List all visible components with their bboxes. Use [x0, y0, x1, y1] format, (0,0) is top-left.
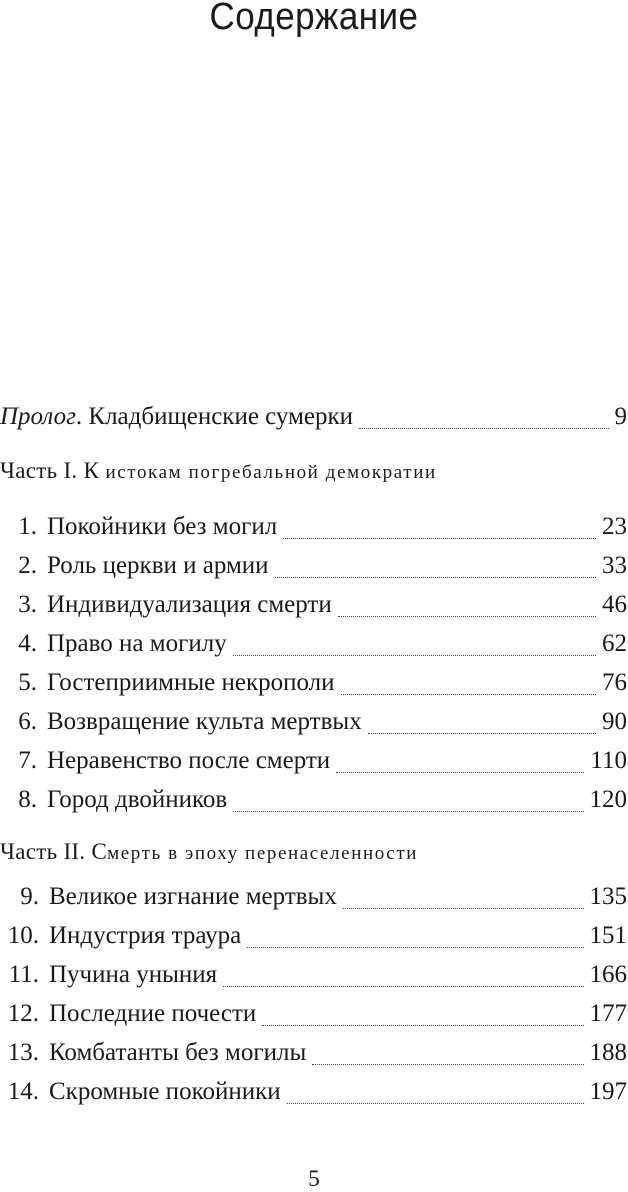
entry-title	[0, 400, 353, 434]
entry-number: 9.	[0, 880, 39, 914]
part-head: Часть II. С	[0, 839, 107, 864]
entry-title: Город двойников	[47, 783, 227, 817]
entry-number: 11.	[0, 958, 39, 992]
entry-title: Право на могилу	[47, 627, 227, 661]
toc-entry-prologue[interactable]	[0, 400, 628, 434]
part-tail: мерть в эпоху перенаселенности	[107, 843, 418, 864]
entry-title: Роль церкви и армии	[47, 549, 269, 583]
entry-title: Пучина уныния	[49, 958, 217, 992]
toc-entry[interactable]	[0, 744, 628, 778]
entry-title: Возвращение культа мертвых	[47, 705, 362, 739]
entry-title: Покойники без могил	[47, 510, 277, 544]
entry-number: 10.	[0, 919, 39, 953]
dot-leader	[312, 1063, 583, 1065]
page-folio: 5	[0, 1166, 628, 1192]
page-number: 23	[602, 510, 628, 544]
dot-leader	[223, 985, 583, 987]
page-number: 33	[602, 549, 628, 583]
dot-leader	[341, 693, 597, 695]
entry-number: 7.	[0, 744, 37, 778]
page-number: 62	[602, 627, 628, 661]
prologue-italic: Пролог	[0, 403, 76, 430]
entry-number: 4.	[0, 627, 37, 661]
entry-number: 1.	[0, 510, 37, 544]
dot-leader	[338, 615, 596, 617]
entry-number: 14.	[0, 1075, 39, 1109]
entry-title: Индивидуализация смерти	[47, 588, 332, 622]
part-heading-1	[0, 455, 628, 489]
page-number: 197	[590, 1075, 628, 1109]
part-heading-2	[0, 836, 628, 870]
toc-entry[interactable]	[0, 666, 628, 700]
entry-number: 3.	[0, 588, 37, 622]
dot-leader	[233, 810, 583, 812]
page-number: 110	[590, 744, 628, 778]
page-number: 120	[590, 783, 628, 817]
entry-title: Индустрия траура	[49, 919, 241, 953]
toc-entry[interactable]	[0, 510, 628, 544]
page-title: Содержание	[25, 0, 603, 39]
dot-leader	[247, 946, 583, 948]
page-number: 188	[590, 1036, 628, 1070]
dot-leader	[336, 771, 584, 773]
part-head: Часть I. К	[0, 458, 99, 483]
dot-leader	[283, 537, 596, 539]
page-number: 151	[590, 919, 628, 953]
entry-title: Скромные покойники	[49, 1075, 281, 1109]
entry-title: Последние почести	[49, 997, 256, 1031]
page-number: 90	[602, 705, 628, 739]
toc-entry[interactable]	[0, 588, 628, 622]
page-number: 9	[615, 400, 628, 434]
entry-number: 6.	[0, 705, 37, 739]
entry-title: Комбатанты без могилы	[49, 1036, 306, 1070]
toc-entry[interactable]	[0, 627, 628, 661]
entry-number: 8.	[0, 783, 37, 817]
dot-leader	[287, 1102, 584, 1104]
page-number: 135	[590, 880, 628, 914]
entry-number: 12.	[0, 997, 39, 1031]
dot-leader	[262, 1024, 583, 1026]
dot-leader	[343, 907, 584, 909]
entry-title: Гостеприимные некрополи	[47, 666, 335, 700]
toc-entry[interactable]	[0, 919, 628, 953]
dot-leader	[275, 576, 596, 578]
toc-entry[interactable]	[0, 958, 628, 992]
dot-leader	[233, 654, 596, 656]
entry-title: Великое изгнание мертвых	[49, 880, 337, 914]
toc-entry[interactable]	[0, 880, 628, 914]
dot-leader	[359, 427, 608, 429]
toc-entry[interactable]	[0, 549, 628, 583]
toc-entry[interactable]	[0, 1036, 628, 1070]
page-number: 177	[590, 997, 628, 1031]
entry-number: 2.	[0, 549, 37, 583]
part-tail: истокам погребальной демократии	[99, 462, 437, 483]
toc-entry[interactable]	[0, 1075, 628, 1109]
entry-number: 13.	[0, 1036, 39, 1070]
page-number: 46	[602, 588, 628, 622]
entry-number: 5.	[0, 666, 37, 700]
toc-entry[interactable]	[0, 705, 628, 739]
prologue-rest: . Кладбищенские сумерки	[76, 403, 353, 430]
toc-entry[interactable]	[0, 997, 628, 1031]
page-number: 166	[590, 958, 628, 992]
dot-leader	[368, 732, 596, 734]
entry-title: Неравенство после смерти	[47, 744, 330, 778]
page-number: 76	[602, 666, 628, 700]
toc-entry[interactable]	[0, 783, 628, 817]
